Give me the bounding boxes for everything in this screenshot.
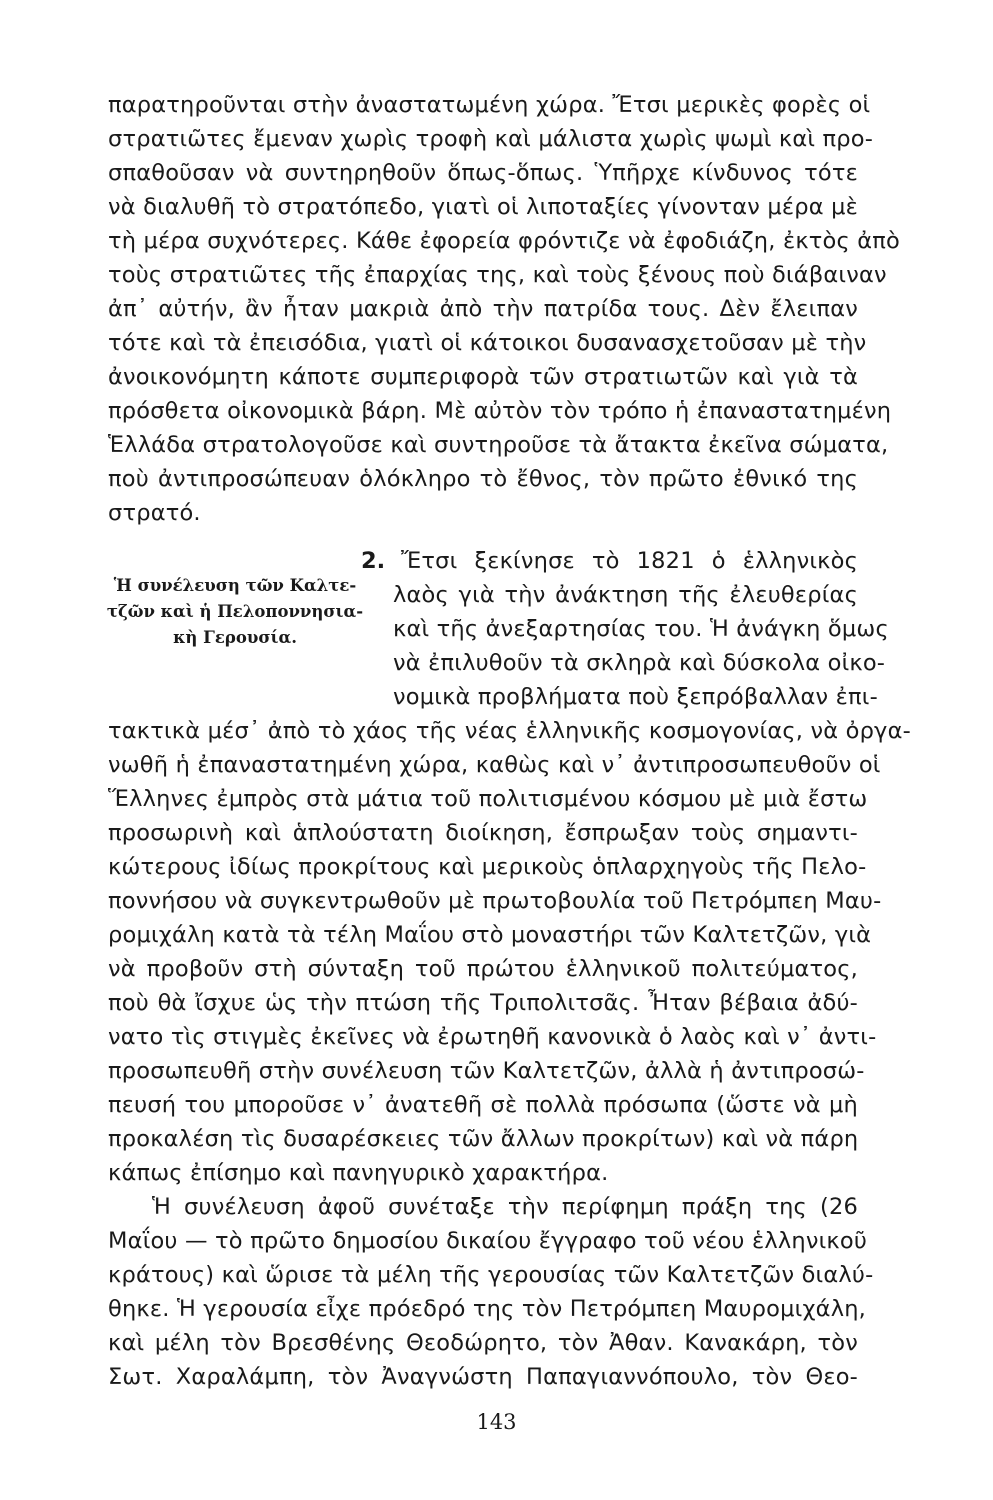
text-line: ἀνοικονόμητη κάποτε συμπεριφορὰ τῶν στρατιωτῶν καὶ γιὰ τὰ: [108, 364, 858, 390]
text-line: κράτους) καὶ ὥρισε τὰ μέλη τῆς γερουσίας τῶν Καλτετζῶν διαλύ-: [108, 1262, 874, 1288]
text-line: τότε καὶ τὰ ἐπεισόδια, γιατὶ οἱ κάτοικοι δυσανασχετοῦσαν μὲ τὴν: [108, 330, 867, 356]
text-line: θηκε. Ἡ γερουσία εἶχε πρόεδρό της τὸν Πετρόμπεη Μαυρομιχάλη,: [108, 1296, 867, 1322]
text-line: προκαλέση τὶς δυσαρέσκειες τῶν ἄλλων προκρίτων) καὶ νὰ πάρη: [108, 1126, 859, 1152]
text-line: ποννήσου νὰ συγκεντρωθοῦν μὲ πρωτοβουλία τοῦ Πετρόμπεη Μαυ-: [108, 888, 882, 914]
text-line: πρόσθετα οἰκονομικὰ βάρη. Μὲ αὐτὸν τὸν τρόπο ἡ ἐπαναστατημένη: [108, 398, 892, 424]
text-line: προσωρινὴ καὶ ἁπλούστατη διοίκηση, ἔσπρωξαν τοὺς σημαντι-: [108, 820, 858, 846]
text-line: νωθῆ ἡ ἐπαναστατημένη χώρα, καθὼς καὶ ν᾽ ἀντιπροσωπευθοῦν οἱ: [108, 752, 881, 778]
sidenote-line: κὴ Γερουσία.: [173, 628, 297, 647]
text-line: ποὺ ἀντιπροσώπευαν ὁλόκληρο τὸ ἔθνος, τὸν πρῶτο ἐθνικό της: [108, 466, 858, 492]
text-line: καὶ τῆς ἀνεξαρτησίας του. Ἡ ἀνάγκη ὅμως: [393, 616, 889, 642]
text-line: λαὸς γιὰ τὴν ἀνάκτηση τῆς ἐλευθερίας: [393, 582, 858, 608]
sidenote-line: Ἡ συνέλευση τῶν Καλτε-: [113, 576, 357, 595]
text-line: τοὺς στρατιῶτες τῆς ἐπαρχίας της, καὶ τοὺς ξένους ποὺ διάβαιναν: [108, 262, 887, 288]
text-line: Ἡ συνέλευση ἀφοῦ συνέταξε τὴν περίφημη πράξη της (26: [152, 1194, 858, 1220]
text-line: Ἔτσι ξεκίνησε τὸ 1821 ὁ ἑλληνικὸς: [401, 548, 858, 574]
text-line: σπαθοῦσαν νὰ συντηρηθοῦν ὅπως-ὅπως. Ὑπῆρχε κίνδυνος τότε: [108, 160, 858, 186]
text-line: στρατιῶτες ἔμεναν χωρὶς τροφὴ καὶ μάλιστα χωρὶς ψωμὶ καὶ προ-: [108, 126, 874, 152]
text-line: Σωτ. Χαραλάμπη, τὸν Ἀναγνώστη Παπαγιαννόπουλο, τὸν Θεο-: [108, 1364, 858, 1390]
text-line: νατο τὶς στιγμὲς ἐκεῖνες νὰ ἐρωτηθῆ κανονικὰ ὁ λαὸς καὶ ν᾽ ἀντι-: [108, 1024, 877, 1050]
text-line: Ἑλλάδα στρατολογοῦσε καὶ συντηροῦσε τὰ ἄτακτα ἐκεῖνα σώματα,: [108, 432, 889, 458]
text-line: νομικὰ προβλήματα ποὺ ξεπρόβαλλαν ἐπι-: [393, 684, 878, 710]
text-line: Μαΐου — τὸ πρῶτο δημοσίου δικαίου ἔγγραφο τοῦ νέου ἑλληνικοῦ: [108, 1228, 868, 1254]
text-line: νὰ προβοῦν στὴ σύνταξη τοῦ πρώτου ἑλληνικοῦ πολιτεύματος,: [108, 956, 858, 982]
text-line: κώτερους ἰδίως προκρίτους καὶ μερικοὺς ὁπλαρχηγοὺς τῆς Πελο-: [108, 854, 867, 880]
text-line: νὰ ἐπιλυθοῦν τὰ σκληρὰ καὶ δύσκολα οἰκο-: [393, 650, 886, 676]
text-line: τὴ μέρα συχνότερες. Κάθε ἐφορεία φρόντιζε νὰ ἐφοδιάζη, ἐκτὸς ἀπὸ: [108, 228, 900, 254]
text-line: παρατηροῦνται στὴν ἀναστατωμένη χώρα. Ἔτσι μερικὲς φορὲς οἱ: [108, 92, 871, 118]
text-line: καὶ μέλη τὸν Βρεσθένης Θεοδώρητο, τὸν Ἀθαν. Κανακάρη, τὸν: [108, 1330, 858, 1356]
text-line: Ἕλληνες ἐμπρὸς στὰ μάτια τοῦ πολιτισμένου κόσμου μὲ μιὰ ἔστω: [108, 786, 868, 812]
text-line: προσωπευθῆ στὴν συνέλευση τῶν Καλτετζῶν, ἀλλὰ ἡ ἀντιπροσώ-: [108, 1058, 865, 1084]
text-line: ἀπ᾽ αὐτήν, ἂν ἦταν μακριὰ ἀπὸ τὴν πατρίδα τους. Δὲν ἔλειπαν: [108, 296, 858, 322]
section-number: 2.: [361, 548, 386, 574]
text-line: ποὺ θὰ ἴσχυε ὡς τὴν πτώση τῆς Τριπολιτσᾶς. Ἦταν βέβαια ἀδύ-: [108, 990, 858, 1016]
text-line: στρατό.: [108, 500, 201, 526]
text-line: πευσή του μποροῦσε ν᾽ ἀνατεθῆ σὲ πολλὰ πρόσωπα (ὥστε νὰ μὴ: [108, 1092, 858, 1118]
page-number: 143: [476, 1410, 517, 1434]
text-line: ρομιχάλη κατὰ τὰ τέλη Μαΐου στὸ μοναστήρι τῶν Καλτετζῶν, γιὰ: [108, 922, 872, 948]
text-line: νὰ διαλυθῆ τὸ στρατόπεδο, γιατὶ οἱ λιποταξίες γίνονταν μέρα μὲ: [108, 194, 858, 220]
text-line: κάπως ἐπίσημο καὶ πανηγυρικὸ χαρακτήρα.: [108, 1160, 609, 1186]
text-line: τακτικὰ μέσ᾽ ἀπὸ τὸ χάος τῆς νέας ἑλληνικῆς κοσμογονίας, νὰ ὀργα-: [108, 718, 911, 744]
sidenote-line: τζῶν καὶ ἡ Πελοποννησια-: [106, 602, 364, 621]
